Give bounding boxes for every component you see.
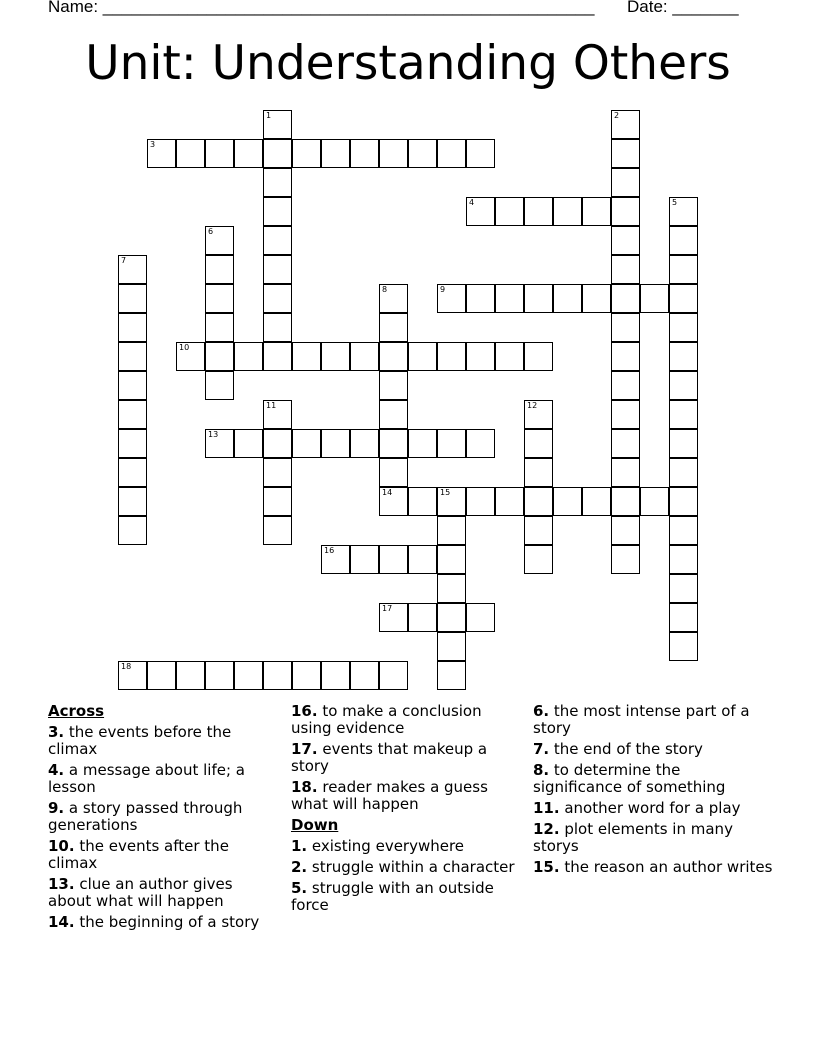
crossword-cell[interactable] bbox=[321, 429, 350, 458]
crossword-cell[interactable] bbox=[263, 168, 292, 197]
crossword-cell[interactable] bbox=[118, 371, 147, 400]
crossword-cell[interactable] bbox=[263, 226, 292, 255]
crossword-cell[interactable] bbox=[263, 661, 292, 690]
crossword-cell[interactable] bbox=[524, 284, 553, 313]
cell-number: 13 bbox=[208, 430, 219, 439]
crossword-cell[interactable] bbox=[118, 284, 147, 313]
cell-number: 7 bbox=[121, 256, 127, 265]
clue-item: 14. the beginning of a story bbox=[48, 913, 260, 931]
crossword-cell[interactable] bbox=[379, 313, 408, 342]
crossword-cell[interactable] bbox=[263, 313, 292, 342]
crossword-cell[interactable] bbox=[466, 197, 495, 226]
crossword-cell[interactable] bbox=[379, 139, 408, 168]
crossword-cell[interactable] bbox=[408, 429, 437, 458]
crossword-cell[interactable] bbox=[611, 313, 640, 342]
crossword-cell[interactable] bbox=[611, 226, 640, 255]
crossword-cell[interactable] bbox=[669, 632, 698, 661]
name-field: Name: ____________________________________________________ bbox=[48, 0, 595, 16]
crossword-cell[interactable] bbox=[524, 400, 553, 429]
crossword-cell[interactable] bbox=[524, 342, 553, 371]
crossword-cell[interactable] bbox=[437, 574, 466, 603]
crossword-cell[interactable] bbox=[437, 284, 466, 313]
crossword-cell[interactable] bbox=[524, 516, 553, 545]
crossword-cell[interactable] bbox=[669, 400, 698, 429]
crossword-cell[interactable] bbox=[263, 458, 292, 487]
crossword-cell[interactable] bbox=[611, 371, 640, 400]
crossword-cell[interactable] bbox=[437, 632, 466, 661]
cell-number: 4 bbox=[469, 198, 475, 207]
clue-item: 3. the events before the climax bbox=[48, 723, 232, 758]
crossword-cell[interactable] bbox=[582, 284, 611, 313]
cell-number: 18 bbox=[121, 662, 132, 671]
clue-item: 9. a story passed through generations bbox=[48, 799, 243, 834]
crossword-cell[interactable] bbox=[350, 429, 379, 458]
cell-number: 12 bbox=[527, 401, 538, 410]
crossword-cell[interactable] bbox=[205, 284, 234, 313]
crossword-cell[interactable] bbox=[118, 487, 147, 516]
crossword-cell[interactable] bbox=[437, 603, 466, 632]
crossword-cell[interactable] bbox=[524, 545, 553, 574]
crossword-cell[interactable] bbox=[669, 197, 698, 226]
crossword-cell[interactable] bbox=[379, 603, 408, 632]
crossword-cell[interactable] bbox=[263, 284, 292, 313]
crossword-cell[interactable] bbox=[379, 429, 408, 458]
crossword-cell[interactable] bbox=[263, 139, 292, 168]
crossword-cell[interactable] bbox=[611, 342, 640, 371]
crossword-cell[interactable] bbox=[118, 400, 147, 429]
crossword-cell[interactable] bbox=[118, 516, 147, 545]
crossword-cell[interactable] bbox=[408, 342, 437, 371]
crossword-cell[interactable] bbox=[611, 400, 640, 429]
crossword-cell[interactable] bbox=[205, 139, 234, 168]
clue-item: 10. the events after the climax bbox=[48, 837, 229, 872]
crossword-cell[interactable] bbox=[669, 516, 698, 545]
clue-item: 7. the end of the story bbox=[533, 740, 703, 758]
crossword-cell[interactable] bbox=[263, 255, 292, 284]
crossword-cell[interactable] bbox=[640, 284, 669, 313]
crossword-cell[interactable] bbox=[495, 284, 524, 313]
crossword-cell[interactable] bbox=[379, 284, 408, 313]
crossword-cell[interactable] bbox=[118, 458, 147, 487]
crossword-cell[interactable] bbox=[263, 110, 292, 139]
cell-number: 15 bbox=[440, 488, 451, 497]
crossword-cell[interactable] bbox=[640, 487, 669, 516]
crossword-cell[interactable] bbox=[350, 342, 379, 371]
crossword-cell[interactable] bbox=[611, 110, 640, 139]
clue-item: 8. to determine the significance of something bbox=[533, 761, 726, 796]
crossword-cell[interactable] bbox=[524, 197, 553, 226]
crossword-cell[interactable] bbox=[292, 342, 321, 371]
cell-number: 14 bbox=[382, 488, 393, 497]
clue-item: 4. a message about life; a lesson bbox=[48, 761, 245, 796]
crossword-cell[interactable] bbox=[408, 545, 437, 574]
clue-item: 11. another word for a play bbox=[533, 799, 741, 817]
cell-number: 16 bbox=[324, 546, 335, 555]
crossword-cell[interactable] bbox=[118, 313, 147, 342]
crossword-cell[interactable] bbox=[669, 458, 698, 487]
crossword-cell[interactable] bbox=[553, 284, 582, 313]
crossword-cell[interactable] bbox=[379, 342, 408, 371]
crossword-cell[interactable] bbox=[350, 139, 379, 168]
crossword-cell[interactable] bbox=[379, 487, 408, 516]
crossword-cell[interactable] bbox=[292, 429, 321, 458]
cell-number: 2 bbox=[614, 111, 620, 120]
crossword-cell[interactable] bbox=[669, 574, 698, 603]
down-heading: Down bbox=[291, 816, 339, 834]
crossword-cell[interactable] bbox=[669, 226, 698, 255]
crossword-cell[interactable] bbox=[524, 429, 553, 458]
crossword-cell[interactable] bbox=[408, 139, 437, 168]
crossword-cell[interactable] bbox=[437, 545, 466, 574]
cell-number: 17 bbox=[382, 604, 393, 613]
crossword-cell[interactable] bbox=[437, 139, 466, 168]
crossword-cell[interactable] bbox=[669, 487, 698, 516]
clue-item: 2. struggle within a character bbox=[291, 858, 515, 876]
date-field: Date: _______ bbox=[627, 0, 739, 16]
cell-number: 9 bbox=[440, 285, 446, 294]
clue-item: 12. plot elements in many storys bbox=[533, 820, 733, 855]
crossword-cell[interactable] bbox=[118, 429, 147, 458]
crossword-cell[interactable] bbox=[466, 429, 495, 458]
crossword-cell[interactable] bbox=[263, 487, 292, 516]
crossword-cell[interactable] bbox=[408, 487, 437, 516]
clue-item: 5. struggle with an outside force bbox=[291, 879, 494, 914]
crossword-cell[interactable] bbox=[669, 429, 698, 458]
crossword-cell[interactable] bbox=[466, 603, 495, 632]
cell-number: 10 bbox=[179, 343, 190, 352]
crossword-cell[interactable] bbox=[611, 429, 640, 458]
crossword-cell[interactable] bbox=[321, 342, 350, 371]
clues-column-3 bbox=[533, 703, 773, 880]
crossword-cell[interactable] bbox=[205, 313, 234, 342]
crossword-cell[interactable] bbox=[611, 197, 640, 226]
crossword-cell[interactable] bbox=[466, 342, 495, 371]
crossword-cell[interactable] bbox=[611, 545, 640, 574]
crossword-cell[interactable] bbox=[495, 487, 524, 516]
clue-item: 16. to make a conclusion using evidence bbox=[291, 702, 482, 737]
crossword-cell[interactable] bbox=[234, 139, 263, 168]
cell-number: 8 bbox=[382, 285, 388, 294]
crossword-cell[interactable] bbox=[118, 661, 147, 690]
crossword-cell[interactable] bbox=[234, 342, 263, 371]
crossword-cell[interactable] bbox=[234, 661, 263, 690]
crossword-cell[interactable] bbox=[611, 516, 640, 545]
crossword-cell[interactable] bbox=[495, 342, 524, 371]
clue-item: 17. events that makeup a story bbox=[291, 740, 488, 775]
crossword-cell[interactable] bbox=[263, 342, 292, 371]
crossword-cell[interactable] bbox=[524, 487, 553, 516]
crossword-cell[interactable] bbox=[669, 342, 698, 371]
clues-column-2 bbox=[291, 703, 521, 918]
crossword-cell[interactable] bbox=[611, 168, 640, 197]
clue-item: 1. existing everywhere bbox=[291, 837, 465, 855]
crossword-cell[interactable] bbox=[437, 342, 466, 371]
crossword-cell[interactable] bbox=[379, 371, 408, 400]
crossword-cell[interactable] bbox=[437, 429, 466, 458]
crossword-cell[interactable] bbox=[118, 342, 147, 371]
crossword-cell[interactable] bbox=[176, 661, 205, 690]
crossword-cell[interactable] bbox=[466, 284, 495, 313]
crossword-cell[interactable] bbox=[292, 661, 321, 690]
crossword-cell[interactable] bbox=[669, 313, 698, 342]
crossword-cell[interactable] bbox=[611, 284, 640, 313]
clue-item: 13. clue an author gives about what will happen bbox=[48, 875, 233, 910]
crossword-cell[interactable] bbox=[147, 661, 176, 690]
crossword-cell[interactable] bbox=[524, 458, 553, 487]
crossword-cell[interactable] bbox=[437, 516, 466, 545]
clue-item: 6. the most intense part of a story bbox=[533, 702, 750, 737]
crossword-cell[interactable] bbox=[321, 139, 350, 168]
crossword-cell[interactable] bbox=[205, 661, 234, 690]
crossword-cell[interactable] bbox=[205, 226, 234, 255]
crossword-cell[interactable] bbox=[263, 197, 292, 226]
crossword-cell[interactable] bbox=[611, 487, 640, 516]
crossword-cell[interactable] bbox=[669, 255, 698, 284]
crossword-cell[interactable] bbox=[234, 429, 263, 458]
cell-number: 11 bbox=[266, 401, 277, 410]
crossword-cell[interactable] bbox=[321, 545, 350, 574]
crossword-cell[interactable] bbox=[350, 545, 379, 574]
cell-number: 5 bbox=[672, 198, 678, 207]
page-title: Unit: Understanding Others bbox=[85, 36, 731, 91]
crossword-cell[interactable] bbox=[379, 661, 408, 690]
crossword-cell[interactable] bbox=[205, 342, 234, 371]
clues-column-1 bbox=[48, 703, 280, 935]
crossword-cell[interactable] bbox=[321, 661, 350, 690]
crossword-cell[interactable] bbox=[669, 284, 698, 313]
crossword-cell[interactable] bbox=[582, 487, 611, 516]
crossword-cell[interactable] bbox=[292, 139, 321, 168]
crossword-cell[interactable] bbox=[669, 545, 698, 574]
crossword-cell[interactable] bbox=[408, 603, 437, 632]
crossword-cell[interactable] bbox=[669, 603, 698, 632]
crossword-cell[interactable] bbox=[495, 197, 524, 226]
crossword-cell[interactable] bbox=[263, 516, 292, 545]
crossword-cell[interactable] bbox=[263, 429, 292, 458]
crossword-cell[interactable] bbox=[176, 139, 205, 168]
crossword-cell[interactable] bbox=[611, 255, 640, 284]
crossword-cell[interactable] bbox=[611, 139, 640, 168]
crossword-cell[interactable] bbox=[611, 458, 640, 487]
crossword-cell[interactable] bbox=[205, 255, 234, 284]
crossword-cell[interactable] bbox=[669, 371, 698, 400]
crossword-cell[interactable] bbox=[176, 342, 205, 371]
crossword-cell[interactable] bbox=[379, 458, 408, 487]
crossword-cell[interactable] bbox=[118, 255, 147, 284]
crossword-cell[interactable] bbox=[205, 429, 234, 458]
crossword-cell[interactable] bbox=[379, 400, 408, 429]
crossword-cell[interactable] bbox=[437, 661, 466, 690]
cell-number: 1 bbox=[266, 111, 272, 120]
crossword-cell[interactable] bbox=[379, 545, 408, 574]
cell-number: 3 bbox=[150, 140, 156, 149]
crossword-cell[interactable] bbox=[350, 661, 379, 690]
crossword-cell[interactable] bbox=[466, 139, 495, 168]
crossword-cell[interactable] bbox=[437, 487, 466, 516]
crossword-cell[interactable] bbox=[263, 400, 292, 429]
clue-item: 15. the reason an author writes bbox=[533, 858, 773, 876]
crossword-cell[interactable] bbox=[147, 139, 176, 168]
crossword-cell[interactable] bbox=[553, 487, 582, 516]
cell-number: 6 bbox=[208, 227, 214, 236]
crossword-cell[interactable] bbox=[205, 371, 234, 400]
crossword-cell[interactable] bbox=[582, 197, 611, 226]
across-heading: Across bbox=[48, 702, 105, 720]
crossword-cell[interactable] bbox=[466, 487, 495, 516]
crossword-cell[interactable] bbox=[553, 197, 582, 226]
clue-item: 18. reader makes a guess what will happen bbox=[291, 778, 488, 813]
